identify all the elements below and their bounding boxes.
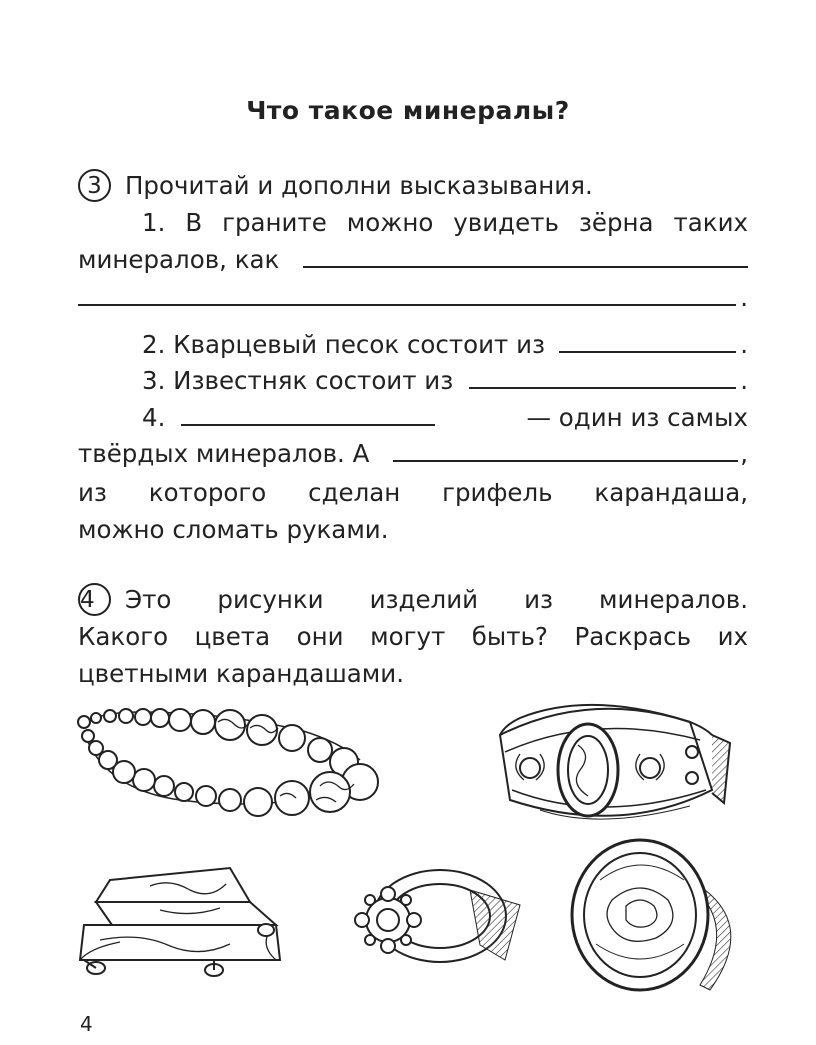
task-number-3: 3: [78, 169, 111, 202]
item1-text: минералов, как: [78, 245, 280, 274]
task-number-4: 4: [78, 583, 111, 616]
item4-text-a: — один из самых: [526, 403, 748, 432]
ring-illustration: [355, 870, 520, 962]
period: .: [740, 330, 748, 359]
item4-text-b: твёрдых минералов. А: [78, 439, 370, 468]
task3-item1-line1: 1. В граните можно увидеть зёрна таких: [142, 208, 748, 237]
task4-line1-text: Это рисунки изделий из минералов.: [125, 585, 748, 614]
task4-line2: Какого цвета они могут быть? Раскрась их: [78, 622, 748, 651]
bracelet-illustration: [500, 705, 730, 819]
task3-item4-line3: из которого сделан грифель карандаша,: [78, 478, 748, 507]
task3-instruction: Прочитай и дополни высказывания.: [125, 171, 593, 200]
task4-line3: цветными карандашами.: [78, 659, 404, 688]
period: .: [740, 283, 748, 312]
item3-text: 3. Известняк состоит из: [142, 366, 454, 395]
stone-box-illustration: [80, 868, 280, 976]
period: .: [740, 366, 748, 395]
page-number: 4: [80, 1012, 93, 1036]
item4-number: 4.: [142, 403, 166, 432]
task3-item4-line4: можно сломать руками.: [78, 515, 389, 544]
bead-necklace-illustration: [78, 709, 378, 816]
comma: ,: [740, 439, 748, 468]
round-plate-illustration: [572, 840, 731, 990]
page-title: Что такое минералы?: [246, 96, 570, 125]
item2-text: 2. Кварцевый песок состоит из: [142, 330, 546, 359]
